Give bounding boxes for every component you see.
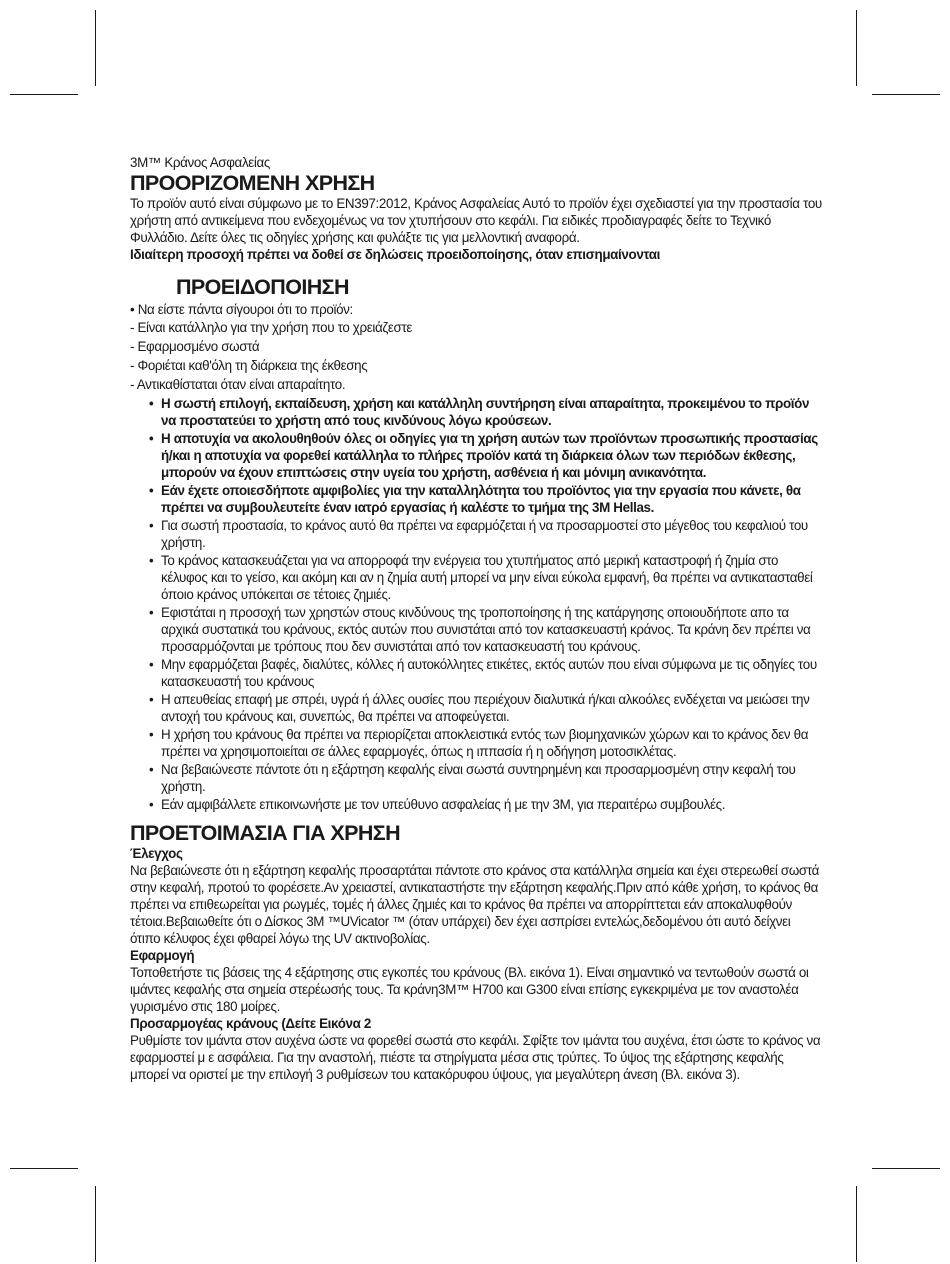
crop-mark — [872, 94, 940, 95]
warning-item-bold: • Η σωστή επιλογή, εκπαίδευση, χρήση και κατάλληλη συντήρηση είναι απαραίτητα, προκειμένου το προϊόν να προστατεύει το χρήστη από τους κινδύνους λόγω κρούσεων. — [130, 395, 822, 429]
preparation-title: ΠΡΟΕΤΟΙΜΑΣΙΑ ΓΙΑ ΧΡΗΣΗ — [130, 821, 401, 845]
brand-line: 3M™ Κράνος Ασφαλείας — [130, 155, 271, 170]
warning-item: • Να βεβαιώνεστε πάντοτε ότι η εξάρτηση κεφαλής είναι σωστά συντηρημένη και προσαρμοσμένη στην κεφαλή του χρήστη. — [130, 761, 822, 795]
adapter-text: Ρυθμίστε τον ιμάντα στον αυχένα ώστε να φορεθεί σωστά στο κεφάλι. Σφίξτε τον ιμάντα του αυχένα, έτσι ώστε το κράνος να εφαρμοστεί μ ε ασφάλεια. Για την αναστολή, πιέστε τα στηρίγματα μέσα στις τρύπες. Το ύψος της εξάρτησης κεφαλής μπορεί να οριστεί με την επιλογή 3 ρυθμίσεων του κατακόρυφου ύψους, για μεγαλύτερη άνεση (Βλ. εικόνα 3). — [130, 1033, 821, 1082]
crop-mark — [856, 10, 857, 86]
warning-title: ΠΡΟΕΙΔΟΠΟΙΗΣΗ — [176, 275, 349, 299]
check-item: - Εφαρμοσμένο σωστά — [130, 339, 260, 354]
intended-use-text: Το προϊόν αυτό είναι σύμφωνο με το EN397:2012, Κράνος Ασφαλείας Αυτό το προϊόν έχει σχεδιαστεί για την προστασία του χρήστη από αντικείμενα που ενδεχομένως να τον χτυπήσουν στο κεφάλι. Για ειδικές προδιαγραφές δείτε το Τεχνικό Φυλλάδιο. Δείτε όλες τις οδηγίες χρήσης και φυλάξτε τις για μελλοντική αναφορά. — [130, 196, 822, 245]
intended-use-title: ΠΡΟΟΡΙΖΟΜΕΝΗ ΧΡΗΣΗ — [130, 171, 375, 195]
warning-item: • Μην εφαρμόζεται βαφές, διαλύτες, κόλλες ή αυτοκόλλητες ετικέτες, εκτός αυτών που είναι σύμφωνα με τις οδηγίες του κατασκευαστή του κράνους — [130, 656, 822, 690]
warning-item-bold: • Εάν έχετε οποιεσδήποτε αμφιβολίες για την καταλληλότητα του προϊόντος για την εργασία που κάνετε, θα πρέπει να συμβουλευτείτε έναν ιατρό εργασίας ή καλέστε το τμήμα της 3M Hellas. — [130, 482, 822, 516]
warning-item-bold: • Η αποτυχία να ακολουθηθούν όλες οι οδηγίες για τη χρήση αυτών των προϊόντων προσωπικής προστασίας ή/και η αποτυχία να φορεθεί κατάλληλα το πλήρες προϊόν κατά τη διάρκεια όλων των περιόδων έκθεσης, μπορούν να έχουν επιπτώσεις στην υγεία του χρήστη, ασθένεια ή και μόνιμη ανικανότητα. — [130, 430, 822, 481]
adapter-subtitle: Προσαρμογέας κράνους (Δείτε Εικόνα 2 — [130, 1016, 371, 1031]
fit-text: Τοποθετήστε τις βάσεις της 4 εξάρτησης στις εγκοπές του κράνους (Βλ. εικόνα 1). Είναι σημαντικό να τεντωθούν σωστά οι ιμάντες κεφαλής στα σημεία στερέωσής τους. Τα κράνη3M™ H700 και G300 είναι επίσης εγκεκριμένα με τον αναστολέα γυρισμένο στις 180 μοίρες. — [130, 965, 809, 1014]
warning-item: • Το κράνος κατασκευάζεται για να απορροφά την ενέργεια του χτυπήματος από μερική καταστροφή ή ζημία στο κέλυφος και το γείσο, και ακόμη και αν η ζημία αυτή μπορεί να μην είναι εύκολα εμφανή, θα πρέπει να αντικατασταθεί όποιο κράνος υπόκειται σε τέτοιες ζημιές. — [130, 552, 822, 603]
crop-mark — [10, 1168, 78, 1169]
warning-item: • Η χρήση του κράνους θα πρέπει να περιορίζεται αποκλειστικά εντός των βιομηχανικών χώρων και το κράνος δεν θα πρέπει να χρησιμοποιείται σε άλλες εφαρμογές, όπως η ιππασία ή η οδήγηση μοτοσικλέτας. — [130, 726, 822, 760]
crop-mark — [95, 1186, 96, 1262]
crop-mark — [10, 94, 78, 95]
warning-intro: • Να είστε πάντα σίγουροι ότι το προϊόν: — [130, 302, 353, 317]
warning-item: • Για σωστή προστασία, το κράνος αυτό θα πρέπει να εφαρμόζεται ή να προσαρμοστεί στο μέγεθος του κεφαλιού του χρήστη. — [130, 517, 822, 551]
warning-notice: Ιδιαίτερη προσοχή πρέπει να δοθεί σε δηλώσεις προειδοποίησης, όταν επισημαίνονται — [130, 247, 660, 262]
check-item: - Φοριέται καθ'όλη τη διάρκεια της έκθεσης — [130, 358, 368, 373]
warning-item: • Εφιστάται η προσοχή των χρηστών στους κινδύνους της τροποποίησης ή της κατάργησης οποιουδήποτε απο τα αρχικά συστατικά του κράνους, εκτός αυτών που συνιστάται από τον κατασκευαστή κράνος. Τα κράνη δεν πρέπει να προσαρμόζονται με τρόπους που δεν συνιστάται από τον κατασκευαστή του κράνους. — [130, 604, 822, 655]
fit-subtitle: Εφαρμογή — [130, 948, 195, 963]
document-body — [130, 154, 822, 1083]
check-text: Να βεβαιώνεστε ότι η εξάρτηση κεφαλής προσαρτάται πάντοτε στο κράνος στα κατάλληλα σημεία και έχει στερεωθεί σωστά στην κεφαλή, προτού το φορέσετε.Αν χρειαστεί, αντικαταστήστε την εξάρτηση κεφαλής.Πριν από κάθε χρήση, το κράνος θα πρέπει να επιθεωρείται για ρωγμές, τομές ή άλλες ζημιές και το κράνος θα πρέπει να απορρίπτεται εάν αποκαλυφθούν τέτοια.Βεβαιωθείτε ότι ο Δίσκος 3M ™UVicator ™ (όταν υπάρχει) δεν έχει ασπρίσει εντελώς,δεδομένου ότι αυτό δείχνει ότιπο κέλυφος έχει φθαρεί λόγω της UV ακτινοβολίας. — [130, 863, 819, 946]
crop-mark — [95, 10, 96, 86]
warning-list — [130, 395, 822, 813]
crop-mark — [856, 1186, 857, 1262]
check-subtitle: Έλεγχος — [130, 846, 183, 861]
warning-item: • Εάν αμφιβάλλετε επικοινωνήστε με τον υπεύθυνο ασφαλείας ή με την 3M, για περαιτέρω συμβουλές. — [130, 796, 822, 813]
warning-item: • Η απευθείας επαφή με σπρέι, υγρά ή άλλες ουσίες που περιέχουν διαλυτικά ή/και αλκοόλες ενδέχεται να μειώσει την αντοχή του κράνους και, συνεπώς, θα πρέπει να αποφεύγεται. — [130, 691, 822, 725]
check-item: - Είναι κατάλληλο για την χρήση που το χρειάζεστε — [130, 320, 413, 335]
check-item: - Αντικαθίσταται όταν είναι απαραίτητο. — [130, 377, 346, 392]
crop-mark — [872, 1168, 940, 1169]
